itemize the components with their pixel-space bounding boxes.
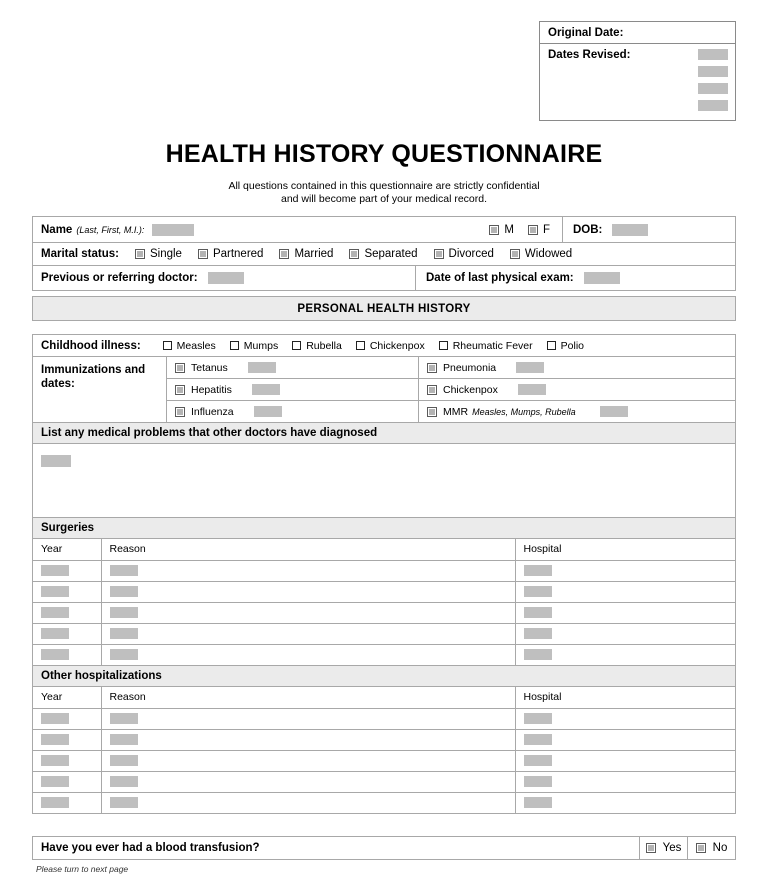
marital-label-married: Married [294, 248, 334, 260]
original-date-label: Original Date: [548, 27, 624, 39]
referring-doctor-input[interactable] [208, 272, 244, 284]
column-header-year: Year [33, 687, 101, 708]
immunization-date-input[interactable] [252, 384, 280, 395]
checkbox-icon[interactable] [528, 225, 538, 235]
page-title: HEALTH HISTORY QUESTIONNAIRE [165, 140, 603, 168]
checkbox-icon[interactable] [427, 363, 437, 373]
reason-input[interactable] [110, 607, 138, 618]
cell-year[interactable] [33, 602, 101, 623]
hospitalizations-header [33, 665, 735, 687]
blood-transfusion-no[interactable] [687, 837, 735, 859]
immunizations-label: Immunizations and dates: [33, 357, 167, 422]
referring-doctor-label: Previous or referring doctor: [41, 272, 198, 284]
cell-reason[interactable] [101, 708, 515, 729]
column-header-hospital: Hospital [515, 539, 735, 560]
immunization-mmr[interactable] [419, 401, 735, 422]
immunization-note-mmr: Measles, Mumps, Rubella [472, 406, 576, 417]
marital-option-widowed[interactable] [510, 248, 572, 260]
cell-reason[interactable] [101, 771, 515, 792]
cell-reason[interactable] [101, 750, 515, 771]
blood-transfusion-row [33, 837, 735, 859]
childhood-option-measles[interactable] [163, 340, 216, 352]
cell-hospital[interactable] [515, 792, 735, 813]
hospital-input[interactable] [524, 565, 552, 576]
column-header-reason: Reason [101, 539, 515, 560]
cell-year[interactable] [33, 581, 101, 602]
subtitle-line-2: and will become part of your medical record. [280, 193, 487, 205]
footer-note: Please turn to next page [36, 864, 129, 874]
immunization-pneumonia[interactable] [419, 357, 735, 378]
marital-option-married[interactable] [279, 248, 333, 260]
reason-input[interactable] [110, 713, 138, 724]
year-input[interactable] [41, 586, 69, 597]
cell-reason[interactable] [101, 623, 515, 644]
childhood-label-mumps: Mumps [243, 339, 279, 352]
childhood-label-polio: Polio [560, 339, 585, 352]
table-header-row [33, 687, 735, 708]
checkbox-icon[interactable] [547, 341, 556, 350]
table-row [33, 708, 735, 729]
childhood-option-chickenpox[interactable] [356, 340, 425, 352]
year-input[interactable] [41, 755, 69, 766]
dob-input[interactable] [612, 224, 648, 236]
immunization-influenza[interactable] [167, 401, 419, 422]
marital-label-separated: Separated [364, 248, 418, 260]
immunizations-grid [167, 357, 735, 422]
year-input[interactable] [41, 628, 69, 639]
marital-label-widowed: Widowed [524, 248, 573, 260]
gender-group [489, 224, 562, 236]
childhood-option-rheumatic-fever[interactable] [439, 340, 533, 352]
hospital-input[interactable] [524, 755, 552, 766]
dob-label: DOB: [573, 223, 603, 236]
table-row [33, 602, 735, 623]
checkbox-icon[interactable] [292, 341, 301, 350]
immunization-date-input[interactable] [248, 362, 276, 373]
column-header-hospital: Hospital [515, 687, 735, 708]
year-input[interactable] [41, 713, 69, 724]
column-header-year: Year [33, 539, 101, 560]
immunization-tetanus[interactable] [167, 357, 419, 378]
table-row [33, 750, 735, 771]
cell-year[interactable] [33, 708, 101, 729]
name-hint: (Last, First, M.I.): [76, 224, 145, 235]
immunization-date-input[interactable] [518, 384, 546, 395]
marital-option-divorced[interactable] [434, 248, 494, 260]
cell-reason[interactable] [101, 581, 515, 602]
cell-hospital[interactable] [515, 602, 735, 623]
gender-option-m[interactable] [489, 224, 514, 236]
cell-year[interactable] [33, 750, 101, 771]
immunization-date-input[interactable] [600, 406, 628, 417]
checkbox-icon[interactable] [198, 249, 208, 259]
immunization-label: Influenza [191, 405, 234, 418]
revised-date-field[interactable] [698, 66, 728, 77]
checkbox-icon[interactable] [696, 843, 706, 853]
cell-hospital[interactable] [515, 581, 735, 602]
checkbox-icon[interactable] [135, 249, 145, 259]
medical-problems-header [33, 423, 735, 444]
marital-option-separated[interactable] [349, 248, 417, 260]
checkbox-icon[interactable] [434, 249, 444, 259]
childhood-option-rubella[interactable] [292, 340, 342, 352]
marital-label-divorced: Divorced [448, 248, 494, 260]
last-exam-cell [415, 266, 735, 290]
childhood-illness-row [33, 335, 735, 357]
hospital-input[interactable] [524, 713, 552, 724]
dates-revised-fields [698, 49, 728, 111]
cell-year[interactable] [33, 560, 101, 581]
dates-revised-label: Dates Revised: [548, 49, 631, 61]
health-history-block [32, 334, 736, 814]
year-input[interactable] [41, 734, 69, 745]
table-row [33, 644, 735, 665]
childhood-option-mumps[interactable] [230, 340, 278, 352]
immunization-label: Chickenpox [443, 383, 498, 396]
personal-info-block [32, 216, 736, 291]
page-subtitle [0, 180, 768, 206]
immunization-chickenpox[interactable] [419, 379, 735, 400]
immunization-date-input[interactable] [254, 406, 282, 417]
hospital-input[interactable] [524, 734, 552, 745]
medical-problems-textarea[interactable] [33, 444, 735, 518]
original-date-row [540, 22, 735, 44]
medical-problems-input[interactable] [41, 455, 71, 467]
year-input[interactable] [41, 649, 69, 660]
table-row [33, 623, 735, 644]
cell-reason[interactable] [101, 729, 515, 750]
section-header-label: PERSONAL HEALTH HISTORY [297, 302, 471, 315]
immunization-row [167, 379, 735, 401]
cell-year[interactable] [33, 792, 101, 813]
cell-hospital[interactable] [515, 644, 735, 665]
cell-year[interactable] [33, 771, 101, 792]
cell-hospital[interactable] [515, 623, 735, 644]
cell-reason[interactable] [101, 644, 515, 665]
immunization-row [167, 401, 735, 422]
gender-option-f[interactable] [528, 224, 550, 236]
doctor-row [33, 266, 735, 290]
revised-date-field[interactable] [698, 100, 728, 111]
table-row [33, 729, 735, 750]
immunizations-section [33, 357, 735, 423]
immunization-row [167, 357, 735, 379]
reason-input[interactable] [110, 565, 138, 576]
cell-hospital[interactable] [515, 708, 735, 729]
revised-date-field[interactable] [698, 49, 728, 60]
hospital-input[interactable] [524, 628, 552, 639]
checkbox-icon[interactable] [175, 363, 185, 373]
name-row [33, 217, 735, 243]
blood-transfusion-yes[interactable] [639, 837, 687, 859]
blood-transfusion-question: Have you ever had a blood transfusion? [41, 842, 260, 854]
reason-input[interactable] [110, 586, 138, 597]
immunization-label: Tetanus [191, 361, 228, 374]
gender-label-m: M [504, 223, 514, 236]
marital-label-partnered: Partnered [212, 248, 264, 260]
dates-revised-row [540, 44, 735, 120]
checkbox-icon[interactable] [175, 407, 185, 417]
checkbox-icon[interactable] [427, 407, 437, 417]
cell-reason[interactable] [101, 602, 515, 623]
hospital-input[interactable] [524, 649, 552, 660]
cell-hospital[interactable] [515, 771, 735, 792]
revised-date-field[interactable] [698, 83, 728, 94]
checkbox-icon[interactable] [279, 249, 289, 259]
revision-box [539, 21, 736, 121]
marital-status-label: Marital status: [41, 248, 119, 260]
surgeries-table [33, 539, 735, 665]
cell-hospital[interactable] [515, 750, 735, 771]
reason-input[interactable] [110, 797, 138, 808]
section-header-personal-health-history [32, 296, 736, 321]
referring-doctor-cell [33, 266, 415, 290]
checkbox-icon[interactable] [427, 385, 437, 395]
cell-year[interactable] [33, 729, 101, 750]
checkbox-icon[interactable] [175, 385, 185, 395]
surgeries-title: Surgeries [41, 522, 95, 534]
checkbox-icon[interactable] [646, 843, 656, 853]
name-label: Name [41, 223, 73, 236]
hospital-input[interactable] [524, 797, 552, 808]
gender-label-f: F [542, 223, 550, 236]
checkbox-icon[interactable] [163, 341, 172, 350]
hospitalizations-table [33, 687, 735, 813]
childhood-label-measles: Measles [176, 339, 216, 352]
checkbox-icon[interactable] [230, 341, 239, 350]
year-input[interactable] [41, 565, 69, 576]
cell-reason[interactable] [101, 560, 515, 581]
checkbox-icon[interactable] [349, 249, 359, 259]
childhood-label-rheumatic-fever: Rheumatic Fever [452, 339, 533, 352]
checkbox-icon[interactable] [356, 341, 365, 350]
table-header-row [33, 539, 735, 560]
year-input[interactable] [41, 607, 69, 618]
column-header-reason: Reason [101, 687, 515, 708]
table-row [33, 581, 735, 602]
year-input[interactable] [41, 776, 69, 787]
hospital-input[interactable] [524, 776, 552, 787]
table-row [33, 792, 735, 813]
reason-input[interactable] [110, 649, 138, 660]
childhood-illness-label: Childhood illness: [41, 339, 141, 352]
dob-cell [562, 217, 727, 243]
cell-reason[interactable] [101, 792, 515, 813]
marital-option-single[interactable] [135, 248, 182, 260]
checkbox-icon[interactable] [439, 341, 448, 350]
medical-problems-label: List any medical problems that other doctors have diagnosed [41, 427, 378, 439]
checkbox-icon[interactable] [510, 249, 520, 259]
cell-year[interactable] [33, 623, 101, 644]
hospital-input[interactable] [524, 586, 552, 597]
hospitalizations-title: Other hospitalizations [41, 670, 162, 682]
checkbox-icon[interactable] [489, 225, 499, 235]
immunization-label: Hepatitis [191, 383, 232, 396]
blood-transfusion-no-label: No [712, 842, 728, 854]
table-row [33, 560, 735, 581]
cell-year[interactable] [33, 644, 101, 665]
blood-transfusion-block [32, 836, 736, 860]
marital-status-row [33, 243, 735, 266]
childhood-option-polio[interactable] [547, 340, 584, 352]
cell-hospital[interactable] [515, 560, 735, 581]
name-input[interactable] [152, 224, 194, 236]
immunization-date-input[interactable] [516, 362, 544, 373]
surgeries-header [33, 518, 735, 539]
childhood-label-chickenpox: Chickenpox [369, 339, 425, 352]
cell-hospital[interactable] [515, 729, 735, 750]
reason-input[interactable] [110, 755, 138, 766]
last-exam-input[interactable] [584, 272, 620, 284]
reason-input[interactable] [110, 776, 138, 787]
childhood-label-rubella: Rubella [306, 339, 342, 352]
last-exam-label: Date of last physical exam: [426, 272, 574, 284]
marital-option-partnered[interactable] [198, 248, 264, 260]
reason-input[interactable] [110, 734, 138, 745]
table-row [33, 771, 735, 792]
marital-label-single: Single [149, 248, 182, 260]
year-input[interactable] [41, 797, 69, 808]
reason-input[interactable] [110, 628, 138, 639]
immunization-label: MMR [443, 405, 469, 418]
immunization-hepatitis[interactable] [167, 379, 419, 400]
hospital-input[interactable] [524, 607, 552, 618]
subtitle-line-1: All questions contained in this questionnaire are strictly confidential [228, 180, 540, 192]
blood-transfusion-yes-label: Yes [662, 842, 682, 854]
immunization-label: Pneumonia [443, 361, 497, 374]
